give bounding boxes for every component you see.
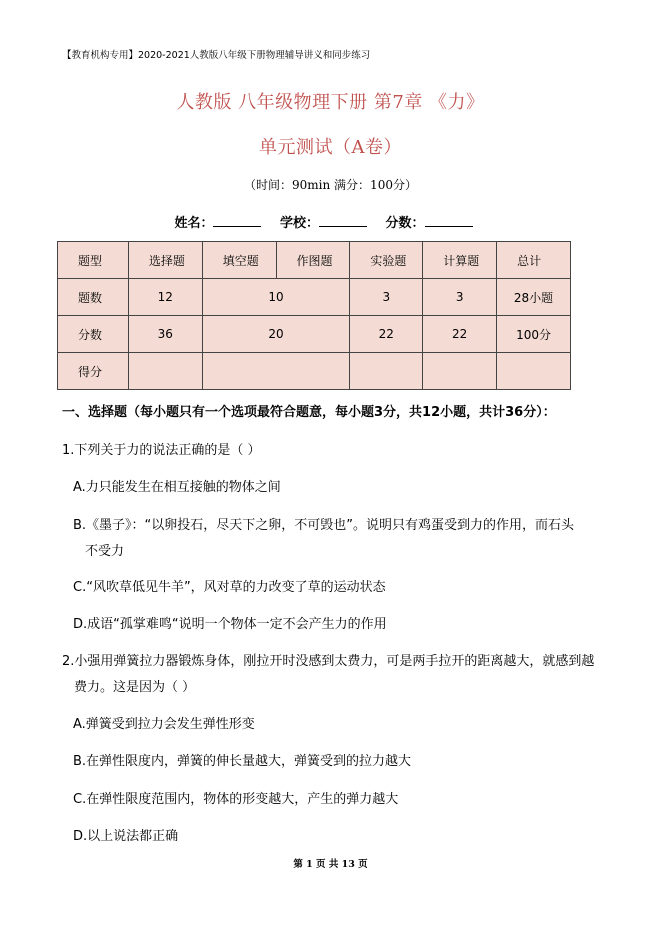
- name-label: 姓名：: [174, 216, 214, 231]
- score-label: 分数：: [385, 216, 425, 231]
- table-cell: 12: [128, 279, 202, 316]
- option-b-cont: 不受力: [85, 544, 125, 559]
- header-cell: 计算题: [423, 242, 497, 279]
- table-row: [58, 316, 571, 353]
- row-label: 得分: [58, 353, 129, 390]
- document-title: 人教版 八年级物理下册 第7章 《力》: [176, 92, 485, 113]
- school-blank[interactable]: [319, 214, 367, 227]
- row-label: 题数: [58, 279, 129, 316]
- table-cell: 20: [202, 316, 350, 353]
- question-stem: 2.小强用弹簧拉力器锻炼身体，刚拉开时没感到太费力，可是两手拉开的距离越大，就感到越: [62, 654, 595, 669]
- section-heading: 一、选择题（每小题只有一个选项最符合题意，每小题3分，共12小题，共计36分）：: [62, 405, 556, 420]
- name-bar: [0, 212, 661, 231]
- row-label: 分数: [58, 316, 129, 353]
- table-cell: 3: [350, 279, 423, 316]
- question-stem: 1.下列关于力的说法正确的是（ ）: [62, 443, 261, 458]
- row-label: 题型: [58, 242, 129, 279]
- option-d: D.以上说法都正确: [73, 829, 179, 844]
- blank-cell[interactable]: [350, 353, 423, 390]
- table-cell: 36: [128, 316, 202, 353]
- option-b: B.在弹性限度内，弹簧的伸长量越大，弹簧受到的拉力越大: [73, 754, 412, 769]
- blank-cell[interactable]: [202, 353, 350, 390]
- name-blank[interactable]: [213, 214, 261, 227]
- table-row: [58, 279, 571, 316]
- score-blank[interactable]: [425, 214, 473, 227]
- blank-cell[interactable]: [423, 353, 497, 390]
- table-cell: 28小题: [497, 279, 571, 316]
- option-a: A.弹簧受到拉力会发生弹性形变: [73, 717, 255, 732]
- blank-cell[interactable]: [128, 353, 202, 390]
- header-cell: 填空题: [202, 242, 276, 279]
- table-row: [58, 353, 571, 390]
- page-header: 【教育机构专用】2020-2021人教版八年级下册物理辅导讲义和同步练习: [62, 50, 371, 61]
- exam-meta: （时间：90min 满分：100分）: [244, 178, 417, 192]
- option-b: B.《墨子》：“以卵投石，尽天下之卵，不可毁也”。说明只有鸡蛋受到力的作用，而石头: [73, 518, 575, 533]
- table-cell: 100分: [497, 316, 571, 353]
- document-subtitle: 单元测试（A卷）: [259, 137, 402, 158]
- header-cell: 选择题: [128, 242, 202, 279]
- table-cell: 22: [350, 316, 423, 353]
- blank-cell[interactable]: [497, 353, 571, 390]
- question-stem-cont: 费力。这是因为（ ）: [74, 680, 196, 695]
- table-cell: 3: [423, 279, 497, 316]
- score-table: [57, 241, 571, 390]
- header-cell: 总计: [497, 242, 571, 279]
- header-cell: 作图题: [276, 242, 350, 279]
- option-c: C.“风吹草低见牛羊”，风对草的力改变了草的运动状态: [73, 580, 386, 595]
- table-cell: 10: [202, 279, 350, 316]
- school-label: 学校：: [279, 216, 319, 231]
- table-cell: 22: [423, 316, 497, 353]
- option-c: C.在弹性限度范围内，物体的形变越大，产生的弹力越大: [73, 792, 399, 807]
- table-row: [58, 242, 571, 279]
- option-d: D.成语“孤掌难鸣“说明一个物体一定不会产生力的作用: [73, 617, 387, 632]
- option-a: A.力只能发生在相互接触的物体之间: [73, 480, 281, 495]
- page-footer: 第 1 页 共 13 页: [293, 859, 368, 870]
- header-cell: 实验题: [350, 242, 423, 279]
